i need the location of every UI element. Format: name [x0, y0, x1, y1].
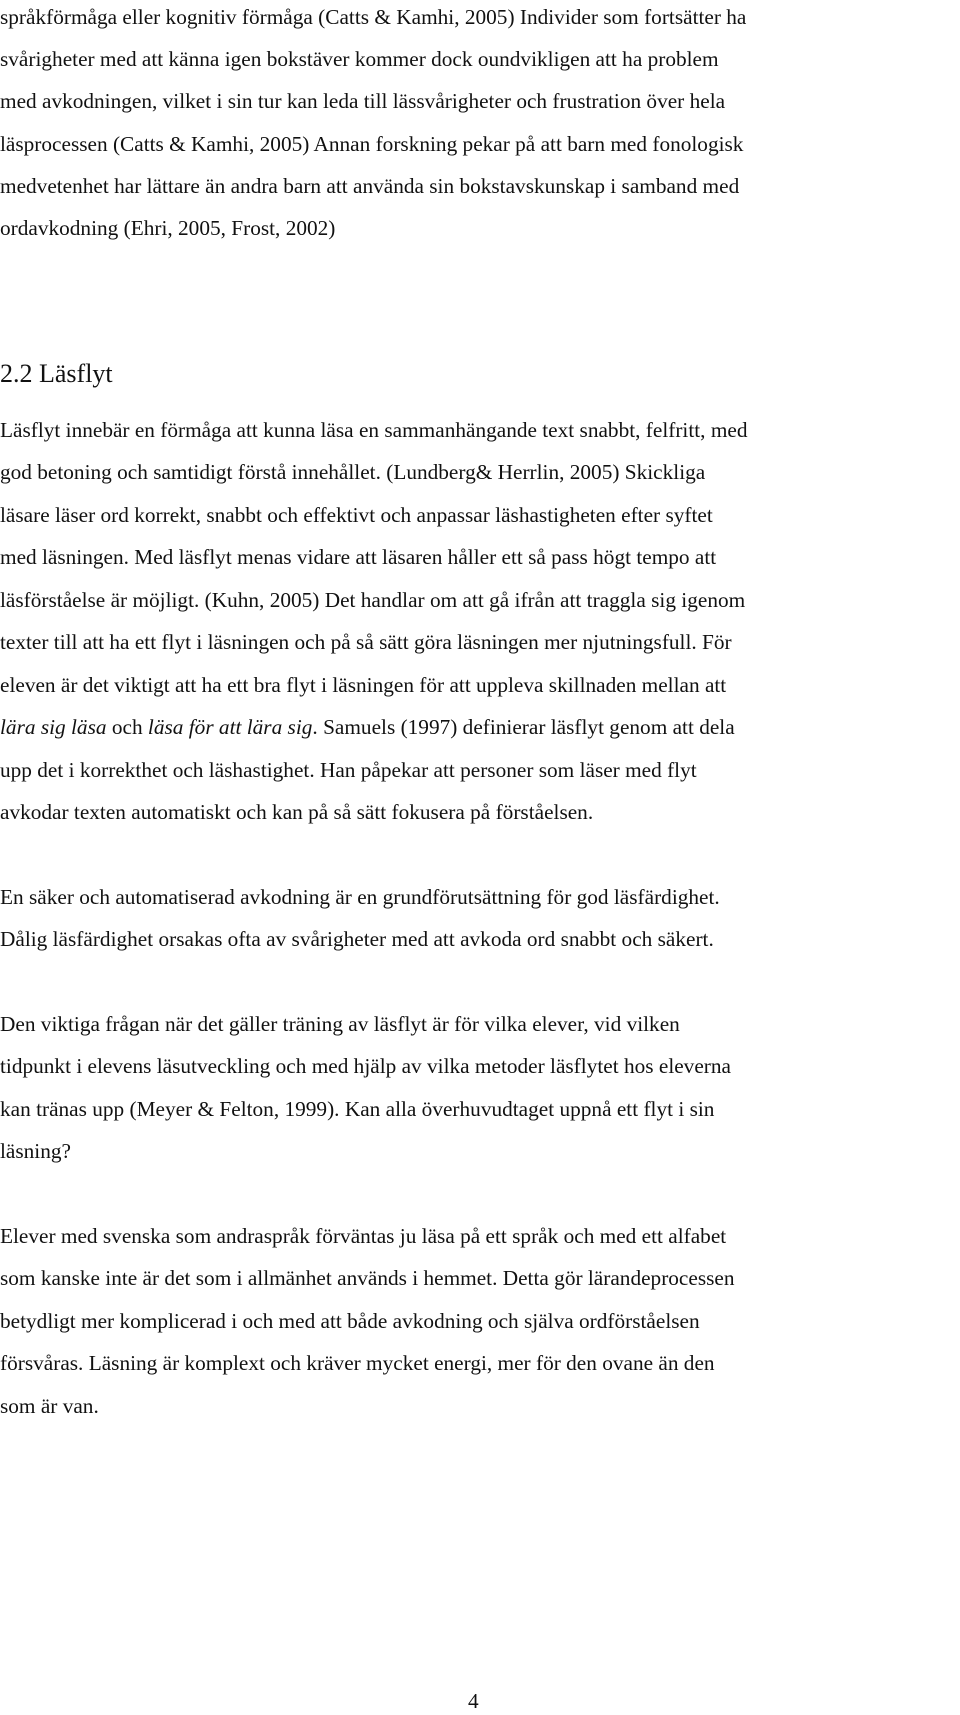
text-line: texter till att ha ett flyt i läsningen och på så sätt göra läsningen mer njutningsfull. För — [0, 630, 732, 654]
text-line: En säker och automatiserad avkodning är en grundförutsättning för god läsfärdighet. — [0, 885, 720, 909]
text-line: som är van. — [0, 1394, 99, 1418]
text-line: försvåras. Läsning är komplext och kräver mycket energi, mer för den ovane än den — [0, 1351, 715, 1375]
italic-phrase: läsa för att lära sig — [147, 715, 313, 739]
section-heading: 2.2 Läsflyt — [0, 359, 113, 388]
text-line — [0, 713, 735, 741]
text-line: svårigheter med att känna igen bokstäver kommer dock oundvikligen att ha problem — [0, 47, 719, 71]
page-number: 4 — [468, 1689, 479, 1713]
text-line: medvetenhet har lättare än andra barn att använda sin bokstavskunskap i samband med — [0, 174, 740, 198]
text-line: upp det i korrekthet och läshastighet. Han påpekar att personer som läser med flyt — [0, 758, 697, 782]
text-line: Läsflyt innebär en förmåga att kunna läsa en sammanhängande text snabbt, felfritt, med — [0, 418, 748, 442]
text-line: läsprocessen (Catts & Kamhi, 2005) Annan forskning pekar på att barn med fonologisk — [0, 132, 744, 156]
text-line: Den viktiga frågan när det gäller träning av läsflyt är för vilka elever, vid vilken — [0, 1012, 680, 1036]
text-line: läsförståelse är möjligt. (Kuhn, 2005) Det handlar om att gå ifrån att traggla sig igenom — [0, 588, 746, 612]
text-span: . Samuels (1997) definierar läsflyt genom att dela — [312, 715, 735, 739]
italic-phrase: lära sig läsa — [0, 715, 107, 739]
text-line: läsare läser ord korrekt, snabbt och effektivt och anpassar läshastigheten efter syftet — [0, 503, 713, 527]
text-line: språkförmåga eller kognitiv förmåga (Catts & Kamhi, 2005) Individer som fortsätter ha — [0, 5, 747, 29]
text-line: läsning? — [0, 1139, 71, 1163]
text-span: och — [106, 715, 148, 739]
text-line: eleven är det viktigt att ha ett bra flyt i läsningen för att uppleva skillnaden mellan att — [0, 673, 727, 697]
text-line: ordavkodning (Ehri, 2005, Frost, 2002) — [0, 216, 336, 240]
text-line: god betoning och samtidigt förstå innehållet. (Lundberg& Herrlin, 2005) Skickliga — [0, 460, 706, 484]
text-line: kan tränas upp (Meyer & Felton, 1999). Kan alla överhuvudtaget uppnå ett flyt i sin — [0, 1097, 715, 1121]
text-line: Dålig läsfärdighet orsakas ofta av svårigheter med att avkoda ord snabbt och säkert. — [0, 927, 714, 951]
text-line: Elever med svenska som andraspråk förväntas ju läsa på ett språk och med ett alfabet — [0, 1224, 727, 1248]
text-line: avkodar texten automatiskt och kan på så sätt fokusera på förståelsen. — [0, 800, 594, 824]
text-line: betydligt mer komplicerad i och med att både avkodning och själva ordförståelsen — [0, 1309, 700, 1333]
text-line: som kanske inte är det som i allmänhet används i hemmet. Detta gör lärandeprocessen — [0, 1266, 735, 1290]
text-line: med läsningen. Med läsflyt menas vidare att läsaren håller ett så pass högt tempo att — [0, 545, 717, 569]
text-line: med avkodningen, vilket i sin tur kan leda till lässvårigheter och frustration över hela — [0, 89, 726, 113]
text-line: tidpunkt i elevens läsutveckling och med hjälp av vilka metoder läsflytet hos eleverna — [0, 1054, 731, 1078]
